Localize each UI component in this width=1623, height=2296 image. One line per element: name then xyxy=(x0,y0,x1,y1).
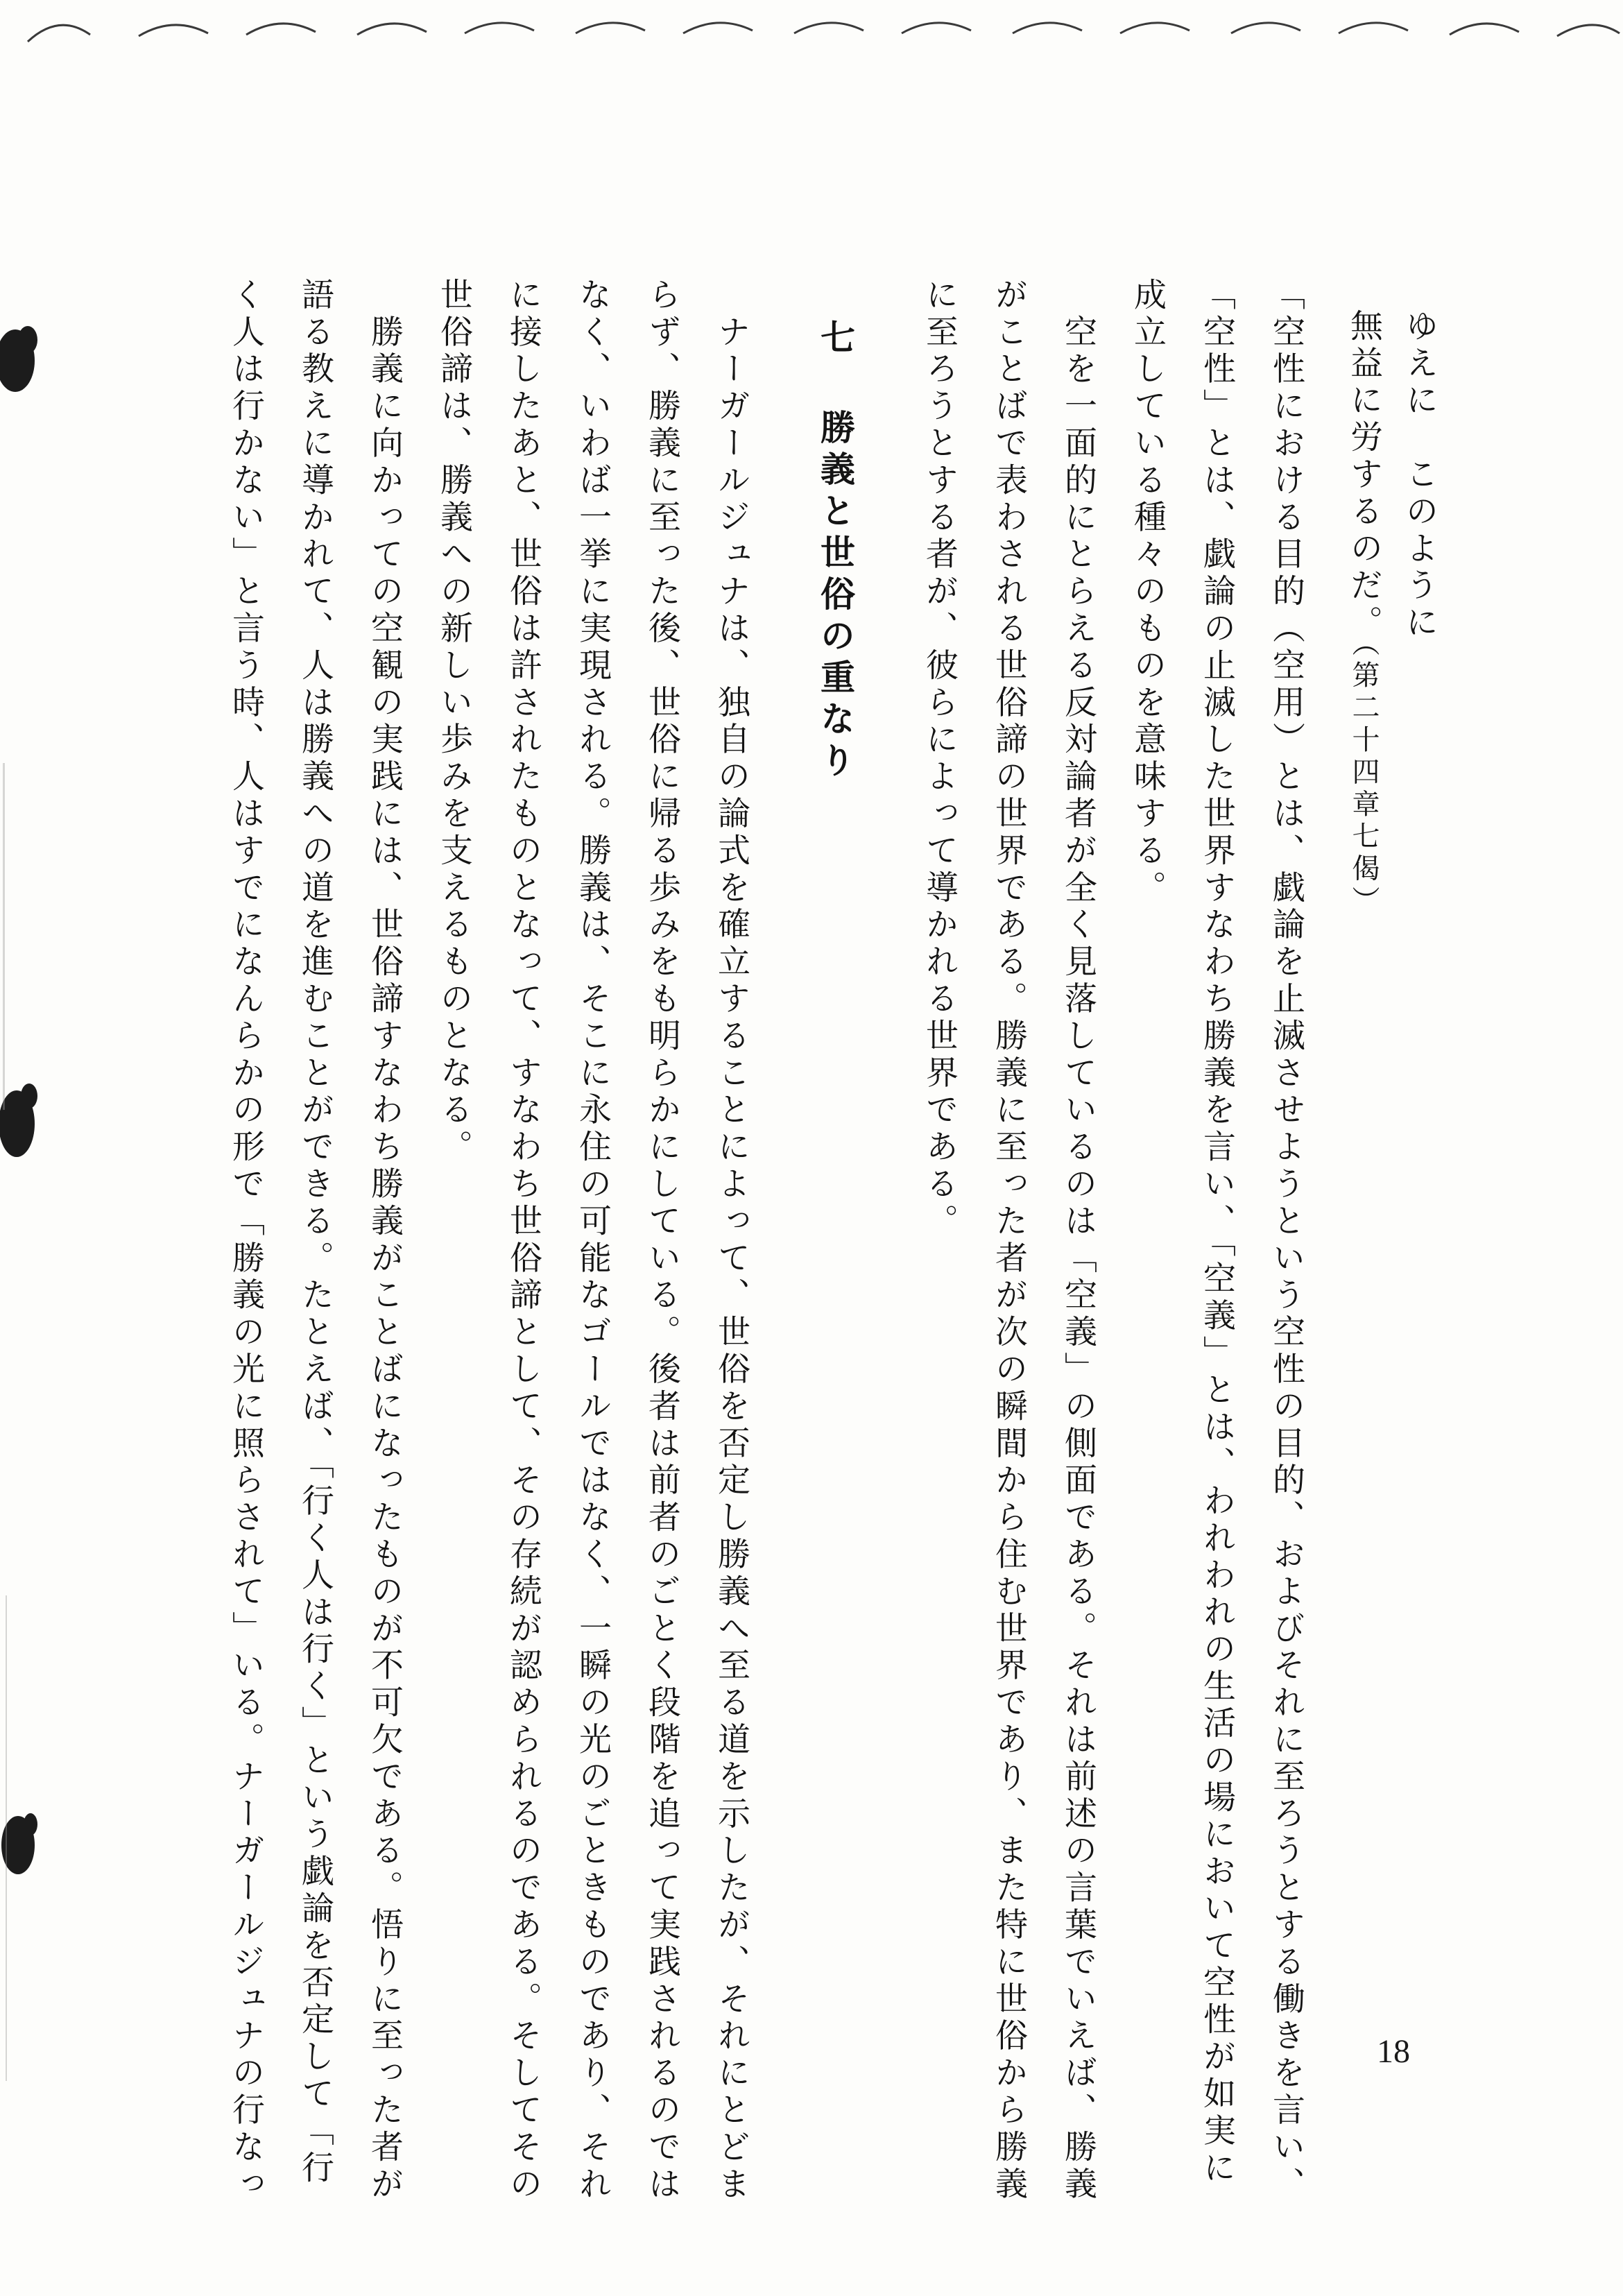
section-title: 勝義と世俗の重なり xyxy=(815,409,855,784)
text-column-3: 成立している種々のものを意味する。 xyxy=(1128,277,1167,907)
verse-citation: （第二十四章七偈） xyxy=(1348,642,1380,918)
text-column-11: 世俗諦は、勝義への新しい歩みを支えるものとなる。 xyxy=(435,277,473,1167)
text-column-6: に至ろうとする者が、彼らによって導かれる世界である。 xyxy=(920,277,959,1241)
text-column-4: 空を一面的にとらえる反対論者が全く見落しているのは「空義」の側面である。それは前述の言葉でいえば、勝義 xyxy=(1059,277,1097,2204)
scan-edge-marks xyxy=(0,0,42,2296)
text-column-10: に接したあと、世俗は許されたものとなって、すなわち世俗諦として、その存続が認められるのである。そしてその xyxy=(504,277,542,2204)
text-column-7: ナーガールジュナは、独自の論式を確立することによって、世俗を否定し勝義へ至る道を示したが、それにとどま xyxy=(712,277,750,2204)
text-column-2: 「空性」とは、戯論の止滅した世界すなわち勝義を言い、「空義」とは、われわれの生活の場において空性が如実に xyxy=(1198,277,1236,2188)
verse-line-2 xyxy=(1339,309,1383,918)
text-column-13: 語る教えに導かれて、人は勝義への道を進むことができる。たとえば、「行く人は行く」という戯論を否定して「行 xyxy=(296,277,334,2188)
verse-line-2-text: 無益に労するのだ。 xyxy=(1345,309,1383,642)
binder-ring-marks xyxy=(0,0,1623,62)
text-column-14: く人は行かない」と言う時、人はすでになんらかの形で「勝義の光に照らされて」いる。ナーガールジュナの行なっ xyxy=(227,277,265,2204)
text-column-8: らず、勝義に至った後、世俗に帰る歩みをも明らかにしている。後者は前者のごとく段階を追って実践されるのでは xyxy=(643,277,681,2204)
text-column-9: なく、いわば一挙に実現される。勝義は、そこに永住の可能なゴールではなく、一瞬の光のごときものであり、それ xyxy=(574,277,612,2204)
section-heading xyxy=(812,319,860,784)
text-column-5: がことばで表わされる世俗諦の世界である。勝義に至った者が次の瞬間から住む世界であり、また特に世俗から勝義 xyxy=(990,277,1028,2204)
verse-line-1: ゆえに このように xyxy=(1400,309,1439,642)
page-number: 18 xyxy=(1377,2033,1410,2070)
text-column-1: 「空性における目的（空用）とは、戯論を止滅させようという空性の目的、およびそれに至ろうとする働きを言い、 xyxy=(1267,277,1305,2204)
text-column-12: 勝義に向かっての空観の実践には、世俗諦すなわち勝義がことばになったものが不可欠である。悟りに至った者が xyxy=(366,277,404,2204)
section-number: 七 xyxy=(815,319,855,361)
